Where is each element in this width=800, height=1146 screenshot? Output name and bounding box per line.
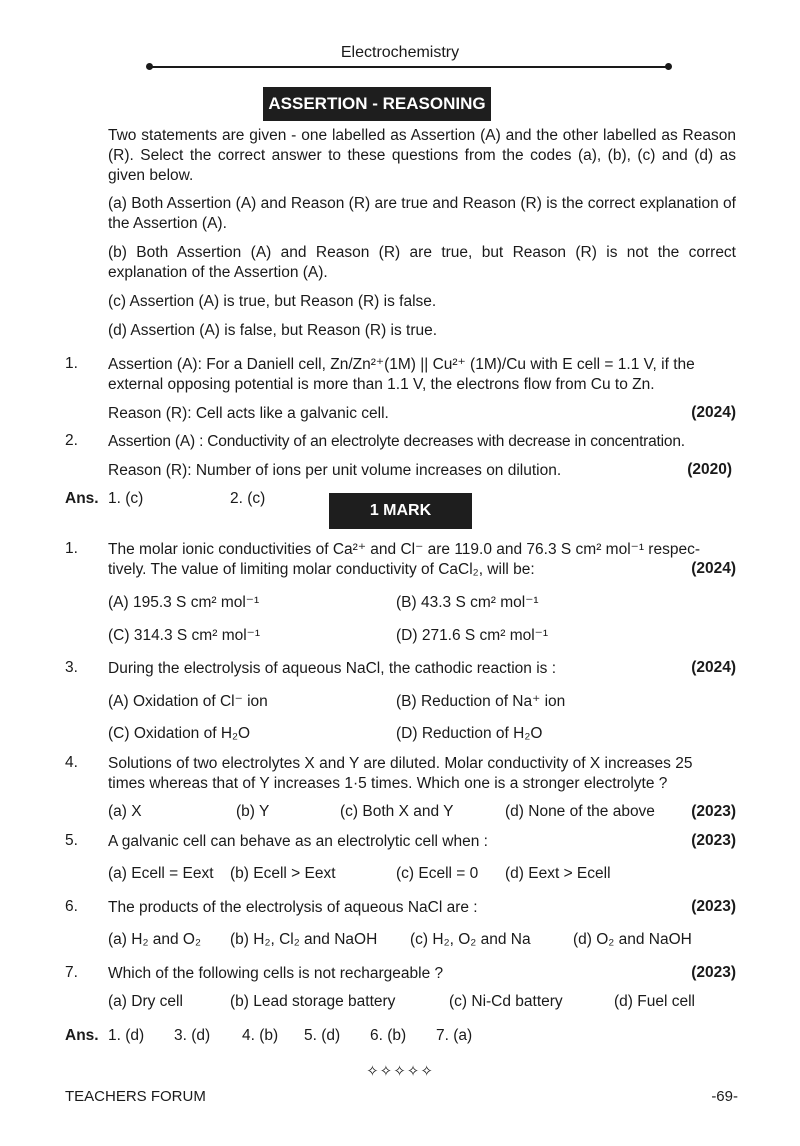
header-rule <box>150 66 668 68</box>
question-3-year: (2024) <box>691 659 736 676</box>
question-7-stem: Which of the following cells is not rechargeable ? <box>108 965 444 982</box>
section-title-assertion-reasoning: ASSERTION - REASONING <box>263 87 491 121</box>
question-1-option-c: (C) 314.3 S cm² mol⁻¹ <box>108 627 261 644</box>
question-6-year: (2023) <box>691 898 736 915</box>
question-4-number: 4. <box>65 754 78 771</box>
question-4-option-b: (b) Y <box>236 803 270 820</box>
question-1-number: 1. <box>65 540 78 557</box>
ar-question-1-assertion-line1: Assertion (A): For a Daniell cell, Zn/Zn²⁺(1M) || Cu²⁺ (1M)/Cu with E cell = 1.1 V, if the <box>108 356 695 373</box>
question-5-year: (2023) <box>691 832 736 849</box>
ar-answer-1: 1. (c) <box>108 490 144 507</box>
code-a: (a) Both Assertion (A) and Reason (R) are true and Reason (R) is the correct explanation of the Assertion (A). <box>108 195 736 232</box>
answer-3: 3. (d) <box>174 1027 211 1044</box>
answer-1: 1. (d) <box>108 1027 145 1044</box>
question-6-option-b: (b) H₂, Cl₂ and NaOH <box>230 931 378 948</box>
question-5-stem: A galvanic cell can behave as an electrolytic cell when : <box>108 833 488 850</box>
question-6-option-d: (d) O₂ and NaOH <box>573 931 692 948</box>
ar-question-1-year: (2024) <box>691 404 736 421</box>
question-3-stem: During the electrolysis of aqueous NaCl, the cathodic reaction is : <box>108 660 557 677</box>
ar-question-2-assertion: Assertion (A) : Conductivity of an electrolyte decreases with decrease in concentration. <box>108 433 685 450</box>
question-6-stem: The products of the electrolysis of aqueous NaCl are : <box>108 899 478 916</box>
question-1-option-a: (A) 195.3 S cm² mol⁻¹ <box>108 594 260 611</box>
question-4-option-a: (a) X <box>108 803 142 820</box>
question-7-option-b: (b) Lead storage battery <box>230 993 396 1010</box>
code-c: (c) Assertion (A) is true, but Reason (R) is false. <box>108 293 437 310</box>
ar-question-1-number: 1. <box>65 355 78 372</box>
question-4-option-d: (d) None of the above <box>505 803 655 820</box>
ar-question-1-assertion-line2: external opposing potential is more than 1.1 V, the electrons flow from Cu to Zn. <box>108 376 655 393</box>
question-4-year: (2023) <box>691 803 736 820</box>
question-6-option-a: (a) H₂ and O₂ <box>108 931 202 948</box>
instructions-paragraph: Two statements are given - one labelled as Assertion (A) and the other labelled as Reason (R). Select the correct answer to these questions from the codes (a), (b), (c) and (d) as given below. <box>108 127 736 184</box>
question-3-number: 3. <box>65 659 78 676</box>
question-5-option-a: (a) Ecell = Eext <box>108 865 214 882</box>
question-5-option-c: (c) Ecell = 0 <box>396 865 479 882</box>
answer-5: 5. (d) <box>304 1027 341 1044</box>
question-4-stem-line1: Solutions of two electrolytes X and Y are diluted. Molar conductivity of X increases 25 <box>108 755 693 772</box>
question-1-option-b: (B) 43.3 S cm² mol⁻¹ <box>396 594 539 611</box>
running-header: Electrochemistry <box>340 44 460 61</box>
question-7-year: (2023) <box>691 964 736 981</box>
code-b: (b) Both Assertion (A) and Reason (R) are true, but Reason (R) is not the correct explanation of the Assertion (A). <box>108 244 736 281</box>
question-7-number: 7. <box>65 964 78 981</box>
question-3-option-c: (C) Oxidation of H₂O <box>108 725 251 742</box>
question-7-option-a: (a) Dry cell <box>108 993 183 1010</box>
question-3-option-b: (B) Reduction of Na⁺ ion <box>396 693 566 710</box>
footer-publisher: TEACHERS FORUM <box>65 1088 206 1105</box>
answers-label: Ans. <box>65 1027 99 1044</box>
question-5-option-d: (d) Eext > Ecell <box>505 865 611 882</box>
question-6-number: 6. <box>65 898 78 915</box>
question-3-option-d: (D) Reduction of H₂O <box>396 725 543 742</box>
ar-question-2-reason: Reason (R): Number of ions per unit volume increases on dilution. <box>108 462 562 479</box>
question-1-stem-line2: tively. The value of limiting molar conductivity of CaCl₂, will be: <box>108 561 535 578</box>
question-5-option-b: (b) Ecell > Eext <box>230 865 336 882</box>
question-1-option-d: (D) 271.6 S cm² mol⁻¹ <box>396 627 549 644</box>
question-3-option-a: (A) Oxidation of Cl⁻ ion <box>108 693 268 710</box>
ar-question-2-year: (2020) <box>687 461 732 478</box>
question-4-option-c: (c) Both X and Y <box>340 803 454 820</box>
question-7-option-c: (c) Ni-Cd battery <box>449 993 563 1010</box>
ar-answers-label: Ans. <box>65 490 99 507</box>
question-1-year: (2024) <box>691 560 736 577</box>
answer-7: 7. (a) <box>436 1027 473 1044</box>
ar-question-2-number: 2. <box>65 432 78 449</box>
question-6-option-c: (c) H₂, O₂ and Na <box>410 931 531 948</box>
code-d: (d) Assertion (A) is false, but Reason (R) is true. <box>108 322 438 339</box>
section-title-1-mark: 1 MARK <box>329 493 472 529</box>
ar-question-1-reason: Reason (R): Cell acts like a galvanic cell. <box>108 405 389 422</box>
end-ornament: ✧✧✧✧✧ <box>366 1063 434 1080</box>
answer-6: 6. (b) <box>370 1027 407 1044</box>
question-4-stem-line2: times whereas that of Y increases 1·5 times. Which one is a stronger electrolyte ? <box>108 775 668 792</box>
page-number: -69- <box>711 1088 738 1105</box>
rule-endpoint-right <box>665 63 672 70</box>
question-7-option-d: (d) Fuel cell <box>614 993 695 1010</box>
ar-answer-2: 2. (c) <box>230 490 266 507</box>
answer-4: 4. (b) <box>242 1027 279 1044</box>
question-1-stem-line1: The molar ionic conductivities of Ca²⁺ and Cl⁻ are 119.0 and 76.3 S cm² mol⁻¹ respec- <box>108 541 700 558</box>
question-5-number: 5. <box>65 832 78 849</box>
